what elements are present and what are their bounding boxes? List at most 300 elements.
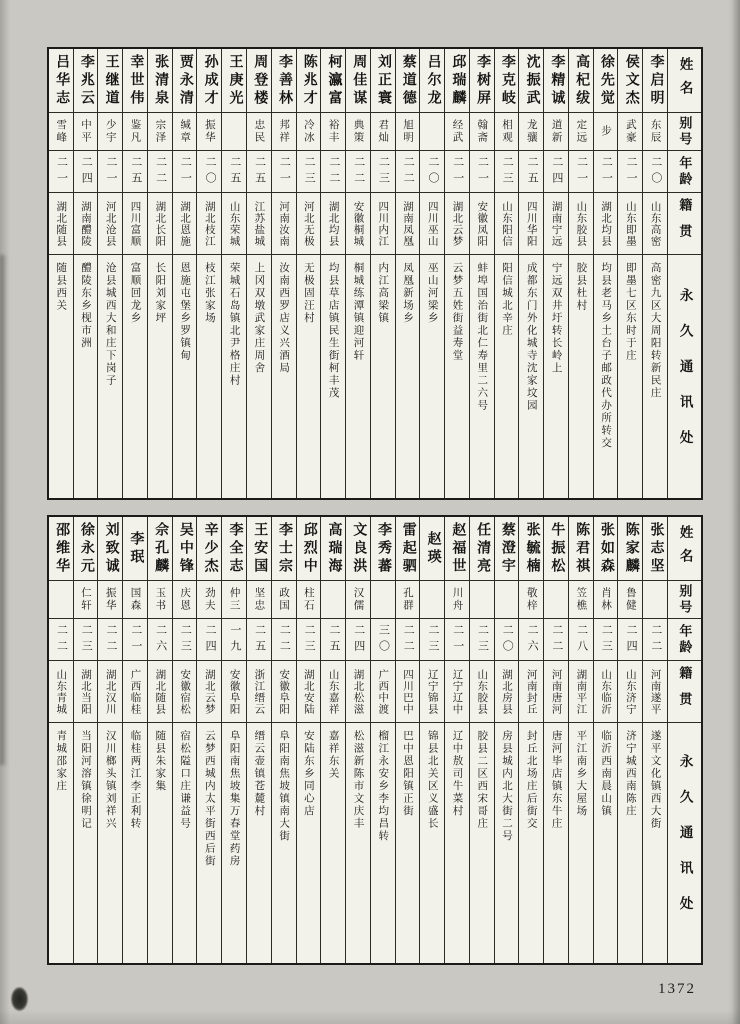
- age-label: 二五: [129, 155, 142, 188]
- age-label: 一九: [228, 623, 241, 656]
- name-label: 陈兆才: [301, 53, 317, 108]
- age-label: 二二: [550, 623, 563, 656]
- alias-label: 邦祥: [278, 119, 290, 144]
- address-label: 汝南西罗店义兴酒局: [278, 262, 290, 375]
- address-label: 房县城内北大街二号: [501, 730, 513, 843]
- origin-cell: [371, 661, 395, 723]
- person-column: [494, 49, 519, 498]
- address-cell: [148, 255, 172, 498]
- header-address-cell: [668, 255, 701, 498]
- address-cell: [470, 255, 494, 498]
- name-label: 李全志: [227, 521, 243, 576]
- name-label: 侯文杰: [623, 53, 639, 108]
- origin-label: 四川富顺: [129, 200, 141, 247]
- person-column: [370, 49, 395, 498]
- alias-cell: [74, 113, 98, 151]
- age-cell: [618, 619, 642, 661]
- age-label: 二一: [179, 155, 192, 188]
- name-cell: [643, 49, 667, 113]
- origin-cell: [569, 193, 593, 255]
- origin-cell: [544, 193, 568, 255]
- age-label: 二四: [625, 623, 638, 656]
- alias-cell: [396, 113, 420, 151]
- name-label: 陈君祺: [574, 521, 590, 576]
- address-label: 临桂两江李正利转: [129, 730, 141, 830]
- alias-cell: [197, 581, 221, 619]
- alias-cell: [445, 581, 469, 619]
- name-label: 辛少杰: [202, 521, 218, 576]
- name-label: 李珉: [128, 530, 144, 567]
- address-label: 巫山河梁乡: [426, 262, 438, 325]
- name-cell: [519, 49, 543, 113]
- header-origin-label: 籍贯: [677, 197, 693, 250]
- alias-label: 柱石: [302, 587, 314, 612]
- origin-label: 山东临沂: [600, 668, 612, 715]
- name-label: 李善林: [276, 53, 292, 108]
- alias-cell: [148, 113, 172, 151]
- alias-cell: [618, 113, 642, 151]
- address-label: 遂平文化镇西大街: [649, 730, 661, 830]
- alias-cell: [544, 581, 568, 619]
- name-label: 柯瀛富: [326, 53, 342, 108]
- address-label: 唐河毕店镇东牛庄: [550, 730, 562, 830]
- address-cell: [544, 723, 568, 963]
- alias-label: 玉书: [154, 587, 166, 612]
- name-cell: [618, 517, 642, 581]
- address-cell: [173, 723, 197, 963]
- origin-label: 湖北随县: [55, 200, 67, 247]
- age-cell: [49, 151, 73, 193]
- address-cell: [618, 723, 642, 963]
- person-column: [593, 517, 618, 963]
- age-cell: [618, 151, 642, 193]
- address-cell: [569, 255, 593, 498]
- address-label: 内江高梁镇: [377, 262, 389, 325]
- age-cell: [247, 619, 271, 661]
- age-cell: [495, 151, 519, 193]
- age-label: 二六: [154, 623, 167, 656]
- address-cell: [420, 255, 444, 498]
- name-cell: [49, 517, 73, 581]
- origin-cell: [247, 193, 271, 255]
- alias-cell: [643, 113, 667, 151]
- origin-label: 湖南平江: [575, 668, 587, 715]
- alias-cell: [98, 113, 122, 151]
- address-label: 桐城练潭镇迎河轩: [352, 262, 364, 362]
- age-label: 二三: [80, 623, 93, 656]
- age-label: 二二: [327, 155, 340, 188]
- age-cell: [420, 619, 444, 661]
- header-column: [667, 517, 701, 963]
- age-label: 二二: [105, 623, 118, 656]
- name-cell: [470, 49, 494, 113]
- name-cell: [618, 49, 642, 113]
- origin-label: 江苏盐城: [253, 200, 265, 247]
- person-column: [246, 49, 271, 498]
- origin-cell: [272, 193, 296, 255]
- name-cell: [371, 517, 395, 581]
- age-label: 二五: [526, 155, 539, 188]
- name-label: 张志坚: [648, 521, 664, 576]
- header-address-label: 永久通讯处: [677, 754, 693, 932]
- alias-label: 劲夫: [203, 587, 215, 612]
- person-column: [617, 517, 642, 963]
- alias-label: 振华: [203, 119, 215, 144]
- address-cell: [123, 723, 147, 963]
- person-column: [122, 49, 147, 498]
- address-cell: [173, 255, 197, 498]
- name-label: 陈家麟: [623, 521, 639, 576]
- alias-cell: [49, 581, 73, 619]
- address-label: 富顺回龙乡: [129, 262, 141, 325]
- origin-label: 安徽阜阳: [228, 668, 240, 715]
- alias-label: 东辰: [649, 119, 661, 144]
- age-cell: [519, 151, 543, 193]
- person-column: [642, 517, 667, 963]
- address-label: 缙云壶镇苍麓村: [253, 730, 265, 818]
- origin-label: 辽宁锦县: [426, 668, 438, 715]
- origin-cell: [197, 661, 221, 723]
- alias-cell: [643, 581, 667, 619]
- header-alias-cell: [668, 113, 701, 151]
- alias-label: 定远: [575, 119, 587, 144]
- origin-label: 湖南凤凰: [401, 200, 413, 247]
- origin-cell: [594, 193, 618, 255]
- name-label: 周佳谋: [351, 53, 367, 108]
- age-label: 二二: [154, 155, 167, 188]
- alias-label: 忠民: [253, 119, 265, 144]
- alias-cell: [272, 581, 296, 619]
- age-cell: [74, 151, 98, 193]
- person-column: [642, 49, 667, 498]
- age-cell: [247, 151, 271, 193]
- alias-label: 坚忠: [253, 587, 265, 612]
- alias-label: 步: [600, 125, 612, 138]
- person-column: [97, 517, 122, 963]
- name-cell: [445, 517, 469, 581]
- age-label: 二四: [204, 623, 217, 656]
- age-label: 二六: [526, 623, 539, 656]
- origin-label: 山东即墨: [624, 200, 636, 247]
- address-label: 阜阳南焦坡集万春堂药房: [228, 730, 240, 868]
- origin-cell: [643, 193, 667, 255]
- origin-label: 湖北均县: [600, 200, 612, 247]
- address-cell: [49, 723, 73, 963]
- age-label: 二三: [377, 155, 390, 188]
- alias-cell: [98, 581, 122, 619]
- address-cell: [643, 723, 667, 963]
- name-cell: [569, 517, 593, 581]
- name-cell: [123, 517, 147, 581]
- origin-cell: [420, 193, 444, 255]
- origin-cell: [420, 661, 444, 723]
- alias-cell: [420, 581, 444, 619]
- address-label: 锦县北关区义盛长: [426, 730, 438, 830]
- origin-cell: [618, 193, 642, 255]
- scan-artifact-right-shade: [732, 0, 740, 1024]
- origin-label: 广西临桂: [129, 668, 141, 715]
- alias-cell: [420, 113, 444, 151]
- alias-cell: [569, 113, 593, 151]
- origin-cell: [321, 661, 345, 723]
- age-label: 二〇: [427, 155, 439, 188]
- origin-cell: [371, 193, 395, 255]
- header-name-label: 姓名: [677, 525, 693, 572]
- address-cell: [272, 255, 296, 498]
- alias-cell: [297, 113, 321, 151]
- age-label: 二一: [575, 155, 588, 188]
- alias-label: 敬梓: [525, 587, 537, 612]
- address-label: 胶县二区西宋哥庄: [476, 730, 488, 830]
- origin-cell: [272, 661, 296, 723]
- origin-cell: [594, 661, 618, 723]
- age-cell: [643, 151, 667, 193]
- alias-cell: [495, 113, 519, 151]
- address-cell: [98, 255, 122, 498]
- origin-cell: [396, 661, 420, 723]
- alias-label: 典策: [352, 119, 364, 144]
- origin-cell: [98, 661, 122, 723]
- alias-cell: [371, 581, 395, 619]
- name-cell: [222, 49, 246, 113]
- origin-cell: [396, 193, 420, 255]
- alias-cell: [321, 113, 345, 151]
- name-cell: [297, 517, 321, 581]
- origin-cell: [74, 193, 98, 255]
- age-cell: [98, 151, 122, 193]
- person-column: [469, 517, 494, 963]
- age-cell: [643, 619, 667, 661]
- age-cell: [346, 619, 370, 661]
- age-label: 二四: [80, 155, 93, 188]
- origin-cell: [197, 193, 221, 255]
- origin-label: 河南汝南: [278, 200, 290, 247]
- age-cell: [297, 619, 321, 661]
- origin-cell: [321, 193, 345, 255]
- alias-cell: [346, 113, 370, 151]
- origin-label: 浙江缙云: [253, 668, 265, 715]
- scan-artifact-left-streak: [0, 255, 7, 765]
- address-label: 平江南乡大屋场: [575, 730, 587, 818]
- alias-cell: [197, 113, 221, 151]
- alias-cell: [544, 113, 568, 151]
- name-label: 张如森: [598, 521, 614, 576]
- address-cell: [470, 723, 494, 963]
- name-label: 王安国: [252, 521, 268, 576]
- name-label: 张毓楠: [524, 521, 540, 576]
- origin-cell: [519, 661, 543, 723]
- person-column: [296, 49, 321, 498]
- age-label: 二一: [105, 155, 118, 188]
- address-cell: [371, 255, 395, 498]
- origin-label: 山东胶县: [575, 200, 587, 247]
- alias-cell: [173, 581, 197, 619]
- alias-cell: [123, 581, 147, 619]
- name-cell: [173, 517, 197, 581]
- name-label: 周登楼: [252, 53, 268, 108]
- name-cell: [98, 517, 122, 581]
- origin-cell: [74, 661, 98, 723]
- alias-cell: [173, 113, 197, 151]
- age-cell: [123, 151, 147, 193]
- address-label: 安陆东乡同心店: [302, 730, 314, 818]
- alias-cell: [371, 113, 395, 151]
- header-alias-label: 别号: [677, 115, 693, 148]
- age-label: 二二: [649, 623, 662, 656]
- age-cell: [396, 619, 420, 661]
- origin-cell: [519, 193, 543, 255]
- alias-cell: [470, 581, 494, 619]
- address-label: 巴中恩阳镇正街: [401, 730, 413, 818]
- age-label: 二二: [402, 155, 415, 188]
- age-cell: [222, 619, 246, 661]
- person-column: [494, 517, 519, 963]
- address-cell: [371, 723, 395, 963]
- address-label: 汉川榔头镇刘祥兴: [104, 730, 116, 830]
- address-cell: [222, 255, 246, 498]
- age-cell: [321, 151, 345, 193]
- age-cell: [98, 619, 122, 661]
- name-label: 文良洪: [351, 521, 367, 576]
- alias-label: 鲁健: [624, 587, 636, 612]
- person-column: [568, 49, 593, 498]
- name-label: 李士宗: [276, 521, 292, 576]
- name-label: 赵福世: [450, 521, 466, 576]
- origin-cell: [569, 661, 593, 723]
- person-column: [419, 49, 444, 498]
- address-label: 临沂西南晨山镇: [600, 730, 612, 818]
- address-cell: [569, 723, 593, 963]
- name-cell: [396, 49, 420, 113]
- name-label: 吕尔龙: [425, 53, 441, 108]
- age-cell: [297, 151, 321, 193]
- alias-label: 冷冰: [302, 119, 314, 144]
- name-cell: [272, 49, 296, 113]
- age-cell: [346, 151, 370, 193]
- name-label: 孙成才: [202, 53, 218, 108]
- address-label: 荣城石岛镇北尹格庄村: [228, 262, 240, 387]
- age-label: 二一: [476, 155, 489, 188]
- age-label: 二一: [278, 155, 291, 188]
- address-label: 凤凰新场乡: [401, 262, 413, 325]
- name-label: 佘孔麟: [153, 521, 169, 576]
- name-label: 王继道: [103, 53, 119, 108]
- alias-label: 武豪: [624, 119, 636, 144]
- alias-label: 国森: [129, 587, 141, 612]
- age-label: 二〇: [204, 155, 217, 188]
- age-label: 二四: [550, 155, 563, 188]
- address-label: 云梦西城内太平街西后街: [203, 730, 215, 868]
- address-cell: [247, 255, 271, 498]
- alias-cell: [247, 581, 271, 619]
- name-cell: [222, 517, 246, 581]
- name-cell: [420, 49, 444, 113]
- age-label: 二二: [278, 623, 291, 656]
- alias-label: 仁轩: [80, 587, 92, 612]
- person-column: [419, 517, 444, 963]
- alias-cell: [470, 113, 494, 151]
- name-label: 徐先觉: [598, 53, 614, 108]
- alias-label: 汉儒: [352, 587, 364, 612]
- person-column: [97, 49, 122, 498]
- name-cell: [49, 49, 73, 113]
- address-cell: [49, 255, 73, 498]
- alias-cell: [346, 581, 370, 619]
- address-cell: [321, 255, 345, 498]
- age-cell: [470, 151, 494, 193]
- age-label: 二三: [179, 623, 192, 656]
- origin-label: 山东青城: [55, 668, 67, 715]
- header-origin-cell: [668, 661, 701, 723]
- alias-label: 孔群: [401, 587, 413, 612]
- header-column: [667, 49, 701, 498]
- origin-label: 湖北恩施: [179, 200, 191, 247]
- name-cell: [173, 49, 197, 113]
- age-label: 二〇: [649, 155, 662, 188]
- address-label: 松滋新陈市文庆丰: [352, 730, 364, 830]
- name-cell: [346, 517, 370, 581]
- name-label: 沈振武: [524, 53, 540, 108]
- origin-label: 四川巫山: [426, 200, 438, 247]
- age-label: 二二: [402, 623, 415, 656]
- name-label: 李兆云: [78, 53, 94, 108]
- age-cell: [445, 619, 469, 661]
- age-label: 二八: [575, 623, 588, 656]
- address-label: 榴江永安乡李均昌转: [377, 730, 389, 843]
- alias-cell: [519, 581, 543, 619]
- name-cell: [470, 517, 494, 581]
- address-label: 沧县城西大和庄下岗子: [104, 262, 116, 387]
- age-label: 二一: [451, 155, 464, 188]
- address-label: 即墨七区东时于庄: [624, 262, 636, 362]
- person-column: [246, 517, 271, 963]
- origin-label: 安徽宿松: [179, 668, 191, 715]
- age-label: 二一: [129, 623, 142, 656]
- age-cell: [544, 151, 568, 193]
- address-cell: [544, 255, 568, 498]
- person-column: [172, 517, 197, 963]
- person-column: [122, 517, 147, 963]
- address-cell: [346, 723, 370, 963]
- alias-label: 鉴凡: [129, 119, 141, 144]
- address-cell: [148, 723, 172, 963]
- scan-artifact-ink-blob: [11, 987, 28, 1011]
- name-label: 李启明: [648, 53, 664, 108]
- person-column: [345, 517, 370, 963]
- age-label: 二三: [476, 623, 489, 656]
- address-cell: [197, 255, 221, 498]
- name-cell: [569, 49, 593, 113]
- age-cell: [396, 151, 420, 193]
- address-label: 当阳河溶镇徐明记: [80, 730, 92, 830]
- name-cell: [420, 517, 444, 581]
- alias-cell: [495, 581, 519, 619]
- name-cell: [148, 517, 172, 581]
- person-column: [196, 49, 221, 498]
- name-cell: [197, 49, 221, 113]
- name-cell: [445, 49, 469, 113]
- address-cell: [297, 723, 321, 963]
- alias-label: 庆恩: [179, 587, 191, 612]
- origin-cell: [544, 661, 568, 723]
- origin-label: 湖北均县: [327, 200, 339, 247]
- age-cell: [148, 619, 172, 661]
- address-label: 恩施屯堡乡罗镇甸: [179, 262, 191, 362]
- header-age-cell: [668, 619, 701, 661]
- age-cell: [594, 151, 618, 193]
- name-cell: [371, 49, 395, 113]
- address-label: 阜阳南焦坡镇南大街: [278, 730, 290, 843]
